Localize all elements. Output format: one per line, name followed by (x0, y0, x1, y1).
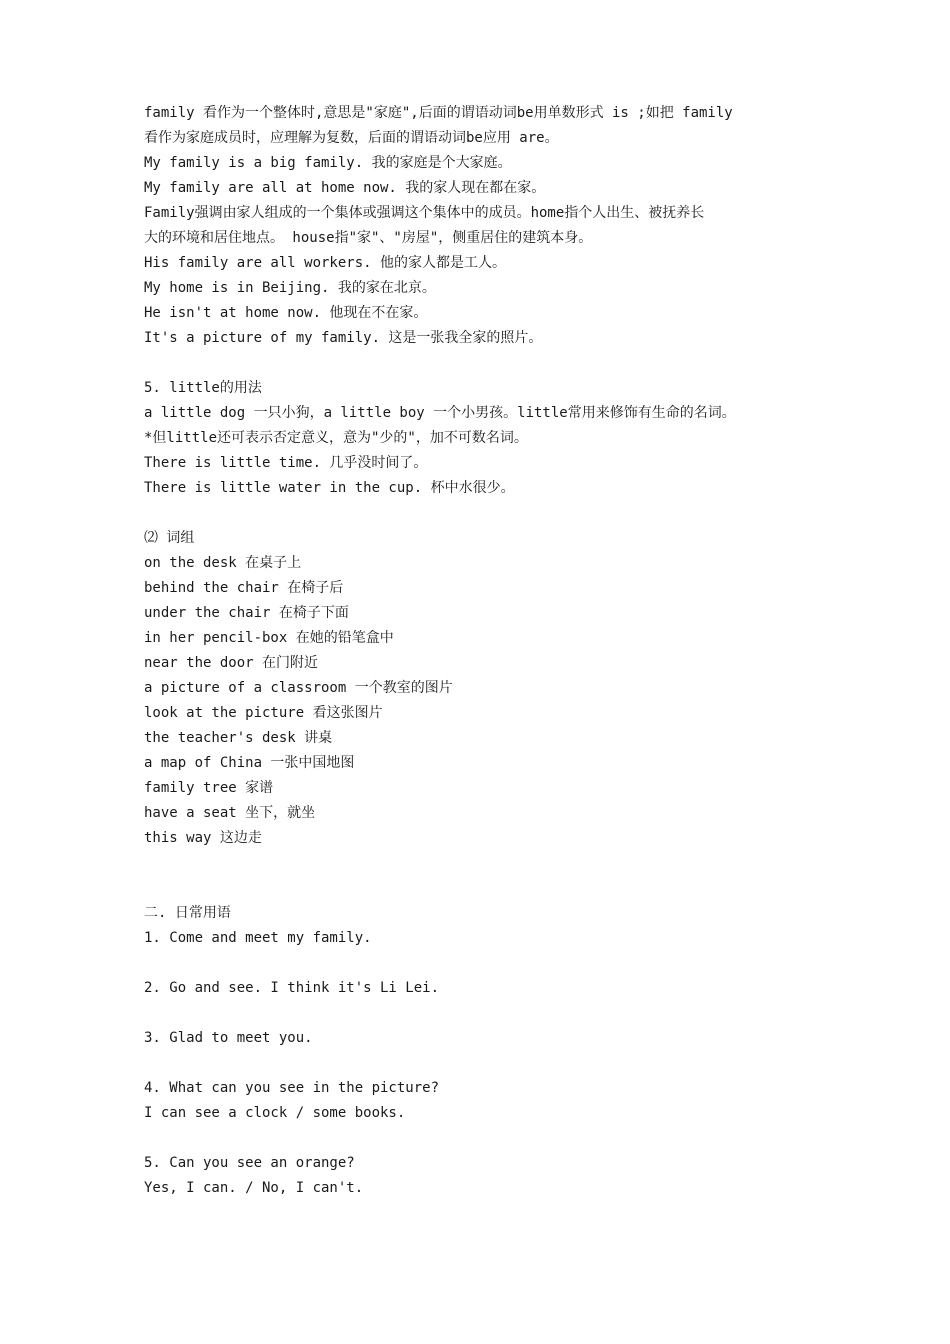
intro-example-2: My family are all at home now. 我的家人现在都在家。 (144, 180, 546, 196)
phrase-item: the teacher's desk 讲桌 (144, 730, 333, 746)
daily-sentence-3: 3. Glad to meet you. (144, 1030, 313, 1046)
phrase-item: have a seat 坐下，就坐 (144, 805, 316, 821)
intro-example-4: My home is in Beijing. 我的家在北京。 (144, 280, 436, 296)
phrase-item: on the desk 在桌子上 (144, 555, 302, 571)
intro-line-2: 看作为家庭成员时，应理解为复数，后面的谓语动词be应用 are。 (144, 130, 559, 146)
phrase-item: this way 这边走 (144, 830, 262, 846)
phrases-heading: ⑵ 词组 (144, 530, 195, 546)
spacer (144, 1001, 824, 1026)
little-line-2: *但little还可表示否定意义，意为"少的"，加不可数名词。 (144, 430, 528, 446)
phrase-item: look at the picture 看这张图片 (144, 705, 383, 721)
phrase-item: a map of China 一张中国地图 (144, 755, 355, 771)
phrase-item: a picture of a classroom 一个教室的图片 (144, 680, 453, 696)
daily-heading: 二. 日常用语 (144, 905, 231, 921)
intro-line-4: 大的环境和居住地点。 house指"家"、"房屋"，侧重居住的建筑本身。 (144, 230, 593, 246)
spacer (144, 951, 824, 976)
phrase-item: family tree 家谱 (144, 780, 274, 796)
phrase-item: in her pencil-box 在她的铅笔盒中 (144, 630, 394, 646)
little-example-2: There is little water in the cup. 杯中水很少。 (144, 480, 515, 496)
intro-example-6: It's a picture of my family. 这是一张我全家的照片。 (144, 330, 543, 346)
spacer (144, 1126, 824, 1151)
little-heading: 5. little的用法 (144, 380, 262, 396)
daily-sentence-5: 5. Can you see an orange? (144, 1155, 355, 1171)
spacer (144, 1051, 824, 1076)
phrase-item: under the chair 在椅子下面 (144, 605, 349, 621)
daily-sentence-4-answer: I can see a clock / some books. (144, 1105, 406, 1121)
intro-line-1: family 看作为一个整体时,意思是"家庭",后面的谓语动词be用单数形式 is ;如把 family (144, 105, 733, 121)
intro-example-1: My family is a big family. 我的家庭是个大家庭。 (144, 155, 512, 171)
daily-sentence-2: 2. Go and see. I think it's Li Lei. (144, 980, 440, 996)
daily-sentence-1: 1. Come and meet my family. (144, 930, 372, 946)
document-page (144, 101, 824, 1201)
spacer (144, 501, 824, 526)
phrase-item: near the door 在门附近 (144, 655, 319, 671)
little-example-1: There is little time. 几乎没时间了。 (144, 455, 428, 471)
phrase-item: behind the chair 在椅子后 (144, 580, 344, 596)
daily-sentence-4: 4. What can you see in the picture? (144, 1080, 440, 1096)
intro-example-5: He isn't at home now. 他现在不在家。 (144, 305, 428, 321)
spacer (144, 351, 824, 376)
daily-sentence-5-answer: Yes, I can. / No, I can't. (144, 1180, 364, 1196)
intro-line-3: Family强调由家人组成的一个集体或强调这个集体中的成员。home指个人出生、被抚养长 (144, 205, 705, 221)
little-line-1: a little dog 一只小狗，a little boy 一个小男孩。little常用来修饰有生命的名词。 (144, 405, 736, 421)
spacer (144, 851, 824, 901)
intro-example-3: His family are all workers. 他的家人都是工人。 (144, 255, 507, 271)
